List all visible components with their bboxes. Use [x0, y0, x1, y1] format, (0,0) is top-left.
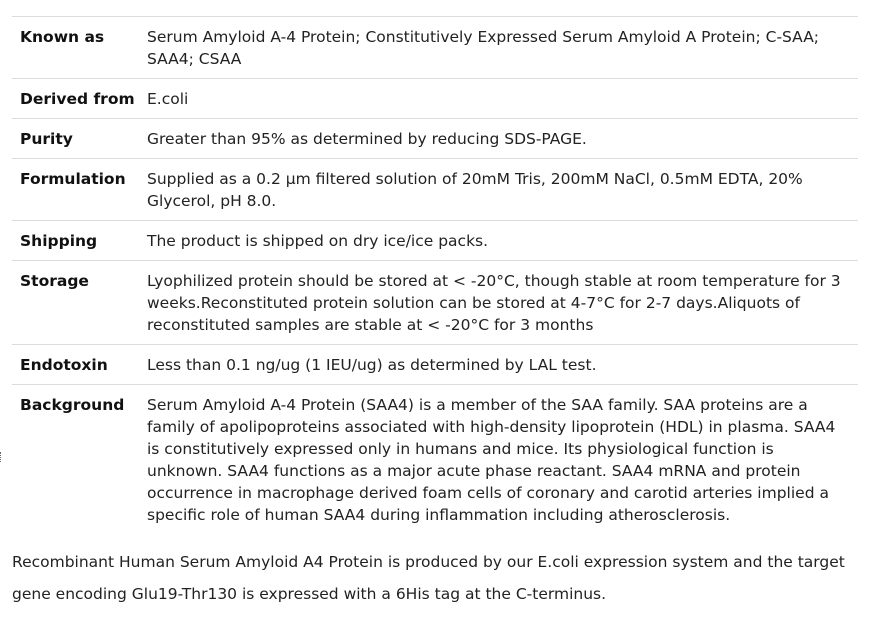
- spec-value: The product is shipped on dry ice/ice packs.: [147, 232, 489, 250]
- spec-row-derived-from: [12, 79, 858, 119]
- spec-value: Serum Amyloid A-4 Protein (SAA4) is a member of the SAA family. SAA proteins are a family of apolipoproteins associated with high-density lipoprotein (HDL) in plasma. SAA4 is constitutively expressed only in humans and mice. Its physiological function is unknown. SAA4 functions as a major acute phase reactant. SAA4 mRNA and protein occurrence in macrophage derived foam cells of coronary and carotid arteries implied a specific role of human SAA4 during inflammation including atherosclerosis.: [147, 396, 836, 524]
- spec-value: Serum Amyloid A-4 Protein; Constitutively Expressed Serum Amyloid A Protein; C-SAA; SAA4; CSAA: [147, 28, 820, 68]
- spec-row-purity: [12, 119, 858, 159]
- spec-row-endotoxin: [12, 345, 858, 385]
- spec-label: Derived from: [20, 90, 135, 108]
- spec-value: E.coli: [147, 90, 189, 108]
- spec-value: Supplied as a 0.2 μm filtered solution of 20mM Tris, 200mM NaCl, 0.5mM EDTA, 20% Glycerol, pH 8.0.: [147, 170, 803, 210]
- spec-value: Lyophilized protein should be stored at < -20°C, though stable at room temperature for 3 weeks.Reconstituted protein solution can be stored at 4-7°C for 2-7 days.Aliquots of reconstituted samples are stable at < -20°C for 3 months: [147, 272, 841, 334]
- spec-label: Known as: [20, 28, 105, 46]
- spec-label: Endotoxin: [20, 356, 108, 374]
- spec-row-shipping: [12, 221, 858, 261]
- spec-label: Formulation: [20, 170, 126, 188]
- spec-label: Background: [20, 396, 125, 414]
- spec-value: Greater than 95% as determined by reducing SDS-PAGE.: [147, 130, 587, 148]
- spec-row-formulation: [12, 159, 858, 221]
- product-intro-paragraph: Recombinant Human Serum Amyloid A4 Protein is produced by our E.coli expression system and the target gene encoding Glu19-Thr130 is expressed with a 6His tag at the C-terminus.: [12, 553, 845, 603]
- spec-row-storage: [12, 261, 858, 345]
- edge-divider-mark: [0, 452, 3, 462]
- spec-label: Storage: [20, 272, 89, 290]
- spec-label: Purity: [20, 130, 73, 148]
- spec-label: Shipping: [20, 232, 98, 250]
- spec-row-known-as: [12, 17, 858, 79]
- spec-row-background: [12, 385, 858, 535]
- specification-table: [12, 16, 858, 534]
- spec-value: Less than 0.1 ng/ug (1 IEU/ug) as determined by LAL test.: [147, 356, 597, 374]
